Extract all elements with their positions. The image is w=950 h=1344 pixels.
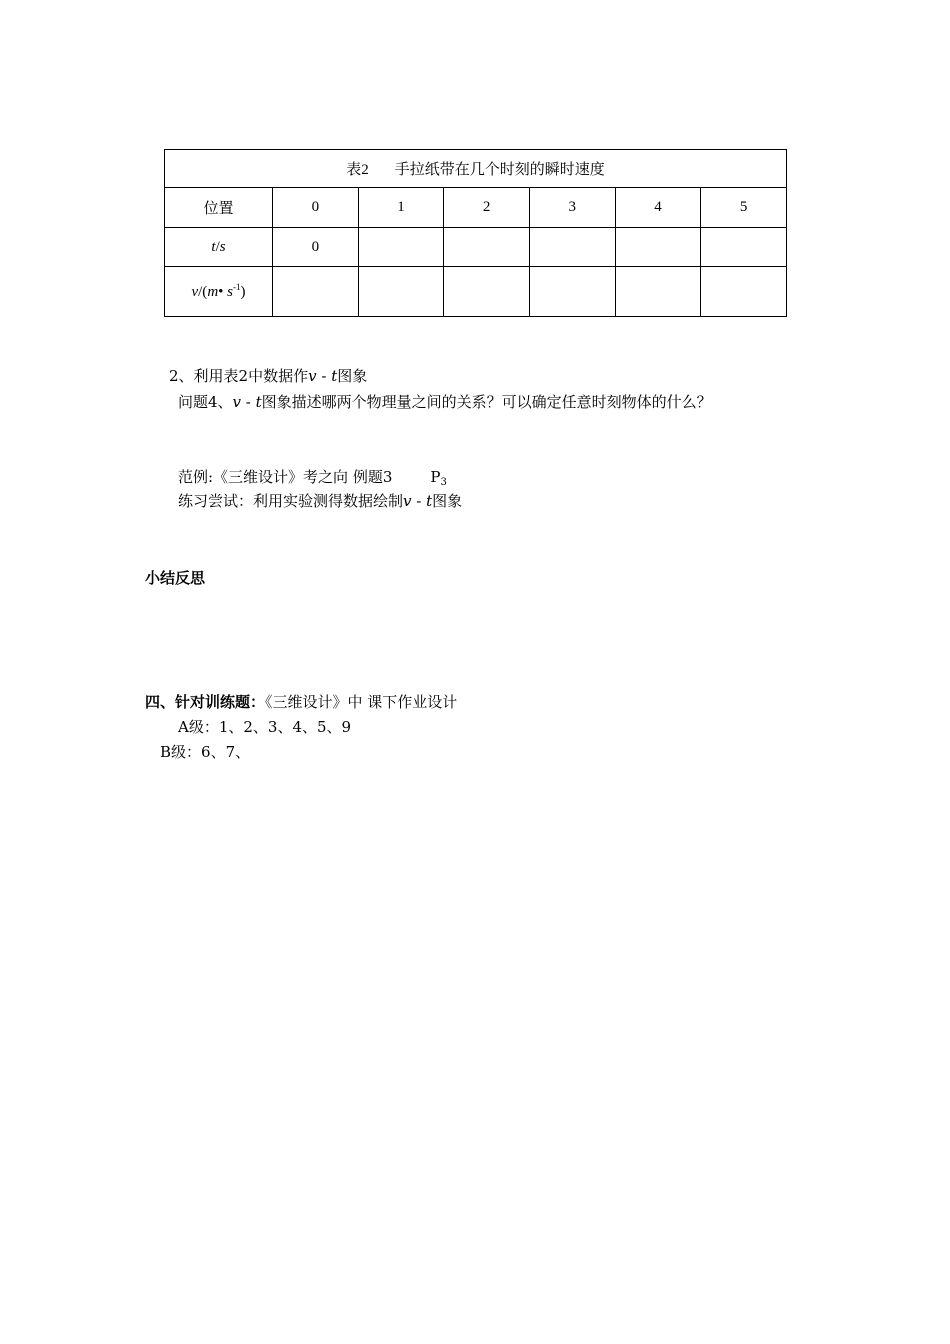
header-time: [165, 228, 273, 266]
table-row-position: [165, 188, 787, 228]
position-cell: 1: [358, 188, 444, 228]
table-caption-label: 表2: [346, 162, 369, 179]
velocity-cell: [273, 266, 359, 316]
time-cell: 0: [273, 228, 359, 266]
step-2-dash: -: [316, 367, 332, 385]
velocity-close: ): [240, 283, 246, 300]
position-cell: 4: [615, 188, 701, 228]
time-cell: [701, 228, 787, 266]
step-2-suffix: 图象: [337, 367, 368, 385]
training-rest: 《三维设计》中 课下作业设计: [265, 693, 458, 711]
practice-prefix: 练习尝试：利用实验测得数据绘制: [178, 492, 404, 510]
step-2-prefix: 2、利用表2中数据作: [169, 367, 309, 385]
velocity-var: v: [191, 283, 199, 300]
question-4-line: [178, 395, 712, 410]
example-p: P: [430, 468, 441, 486]
time-unit: s: [219, 238, 226, 255]
table-caption-text: 手拉纸带在几个时刻的瞬时速度: [394, 162, 605, 179]
practice-dash: -: [411, 492, 427, 510]
step-2-t: t: [331, 367, 338, 385]
example-line: [178, 470, 447, 488]
practice-line: [178, 494, 462, 509]
question-4-dash: -: [241, 393, 256, 411]
time-sep: /: [215, 238, 220, 255]
example-p-sub: 3: [440, 477, 447, 488]
table-row-time: [165, 228, 787, 266]
question-4-t: t: [255, 393, 262, 411]
position-cell: 2: [444, 188, 530, 228]
velocity-cell: [529, 266, 615, 316]
velocity-dot: •: [218, 283, 224, 300]
training-heading: 四、针对训练题：: [145, 693, 266, 711]
header-position: 位置: [165, 188, 273, 228]
practice-v: v: [403, 492, 412, 510]
velocity-cell: [701, 266, 787, 316]
table-row-velocity: [165, 266, 787, 316]
example-text: 范例:《三维设计》考之向 例题3: [178, 468, 393, 486]
time-cell: [529, 228, 615, 266]
velocity-cell: [444, 266, 530, 316]
training-heading-line: [145, 695, 457, 710]
velocity-exp: -1: [233, 281, 241, 292]
time-cell: [615, 228, 701, 266]
velocity-open: /(: [198, 283, 208, 300]
time-cell: [444, 228, 530, 266]
position-cell: 3: [529, 188, 615, 228]
velocity-cell: [358, 266, 444, 316]
velocity-s: s: [223, 283, 234, 300]
practice-suffix: 图象: [432, 492, 463, 510]
level-b-line: B级：6、7、: [160, 743, 251, 761]
time-cell: [358, 228, 444, 266]
question-4-prefix: 问题4、: [178, 393, 233, 411]
position-cell: 5: [701, 188, 787, 228]
time-var: t: [211, 238, 216, 255]
level-a-line: A级：1、2、3、4、5、9: [178, 718, 352, 736]
header-velocity: [165, 266, 273, 316]
position-cell: 0: [273, 188, 359, 228]
velocity-m: m: [207, 283, 219, 300]
table-caption: [165, 150, 787, 188]
table-caption-row: [165, 150, 787, 188]
summary-heading: 小结反思: [145, 569, 206, 587]
question-4-suffix: 图象描述哪两个物理量之间的关系？可以确定任意时刻物体的什么？: [261, 393, 712, 411]
question-4-v: v: [232, 393, 242, 411]
step-2-line: [169, 369, 367, 384]
practice-t: t: [426, 492, 433, 510]
velocity-cell: [615, 266, 701, 316]
speed-table: [164, 149, 787, 317]
step-2-v: v: [308, 367, 317, 385]
